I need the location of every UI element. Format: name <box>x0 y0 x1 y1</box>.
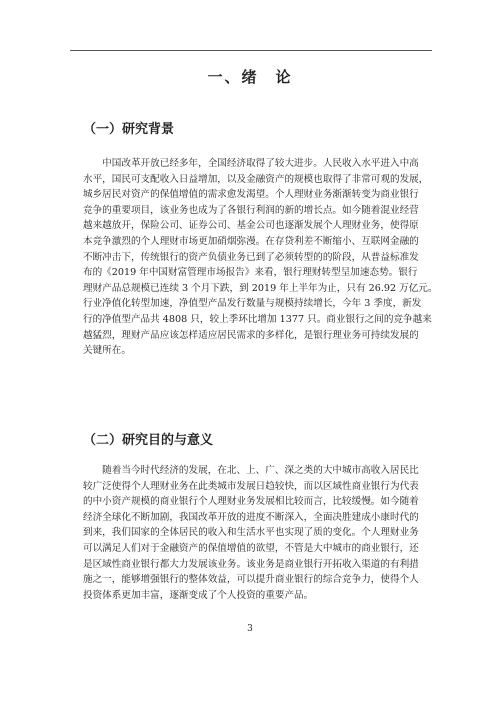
paragraph-line: 到来，我们国家的全体居民的收入和生活水平也实现了质的变化。个人理财业务 <box>83 527 419 539</box>
paragraph-line: 水平，国民可支配收入日益增加，以及金融资产的规模也取得了非常可观的发展， <box>83 173 429 185</box>
paragraph-line: 越来越放开，保险公司、证券公司、基金公司也逐渐发展个人理财业务，使得原 <box>83 220 419 232</box>
paragraph-line: 本竞争激烈的个人理财市场更加硝烟弥漫。在存贷利差不断缩小、互联网金融的 <box>83 235 419 247</box>
page-number: 3 <box>247 624 253 634</box>
chapter-title: 一、绪 论 <box>207 68 293 86</box>
paragraph-line: 不断冲击下，传统银行的资产负债业务已到了必须转型的的阶段，从普益标准发 <box>83 251 419 263</box>
paragraph-line: 布的《2019 年中国财富管理市场报告》来看，银行理财转型呈加速态势。银行 <box>83 267 418 279</box>
paragraph-line: 行的净值型产品共 4808 只，较上季环比增加 1377 只。商业银行之间的竞争越来 <box>83 313 432 325</box>
paragraph-line: 行业净值化转型加速，净值型产品发行数量与规模持续增长，今年 3 季度，新发 <box>83 298 422 310</box>
paragraph-line: 施之一，能够增强银行的整体效益，可以提升商业银行的综合竞争力，使得个人 <box>83 574 419 586</box>
section-title-background: （一）研究背景 <box>83 122 175 137</box>
paragraph-line: 是区域性商业银行都大力发展该业务。该业务是商业银行开拓收入渠道的有利措 <box>83 558 419 570</box>
paragraph-line: 经济全球化不断加剧，我国改革开放的进度不断深入，全面决胜建成小康时代的 <box>83 511 419 523</box>
paragraph-line: 的中小资产规模的商业银行个人理财业务发展相比较而言，比较缓慢。如今随着 <box>83 496 419 508</box>
paragraph-line: 中国改革开放已经多年，全国经济取得了较大进步。人民收入水平进入中高 <box>83 158 419 169</box>
paragraph-purpose <box>83 463 417 603</box>
paragraph-line: 竞争的重要项目，该业务也成为了各银行利润的新的增长点。如今随着混业经营 <box>83 204 419 216</box>
paragraph-line: 可以满足人们对于金融资产的保值增值的欲望，不管是大中城市的商业银行，还 <box>83 542 419 554</box>
paragraph-line: 理财产品总规模已连续 3 个月下跌，到 2019 年上半年为止，只有 26.92 万亿元。 <box>83 282 438 294</box>
paragraph-line: 越猛烈，理财产品应该怎样适应居民需求的多样化，是银行理业务可持续发展的 <box>83 329 419 341</box>
header-rule <box>70 50 432 51</box>
section-title-purpose: （二）研究目的与意义 <box>83 433 214 448</box>
paragraph-line: 随着当今时代经济的发展，在北、上、广、深之类的大中城市高收入居民比 <box>83 465 419 476</box>
paragraph-line: 投资体系更加丰富，逐渐变成了个人投资的重要产品。 <box>83 589 314 601</box>
paragraph-line: 关键所在。 <box>83 345 131 357</box>
paragraph-background <box>83 156 438 359</box>
paragraph-line: 较广泛使得个人理财业务在此类城市发展日趋较快，而以区域性商业银行为代表 <box>83 480 419 492</box>
paragraph-line: 城乡居民对资产的保值增值的需求愈发渴望。个人理财业务渐渐转变为商业银行 <box>83 189 419 201</box>
